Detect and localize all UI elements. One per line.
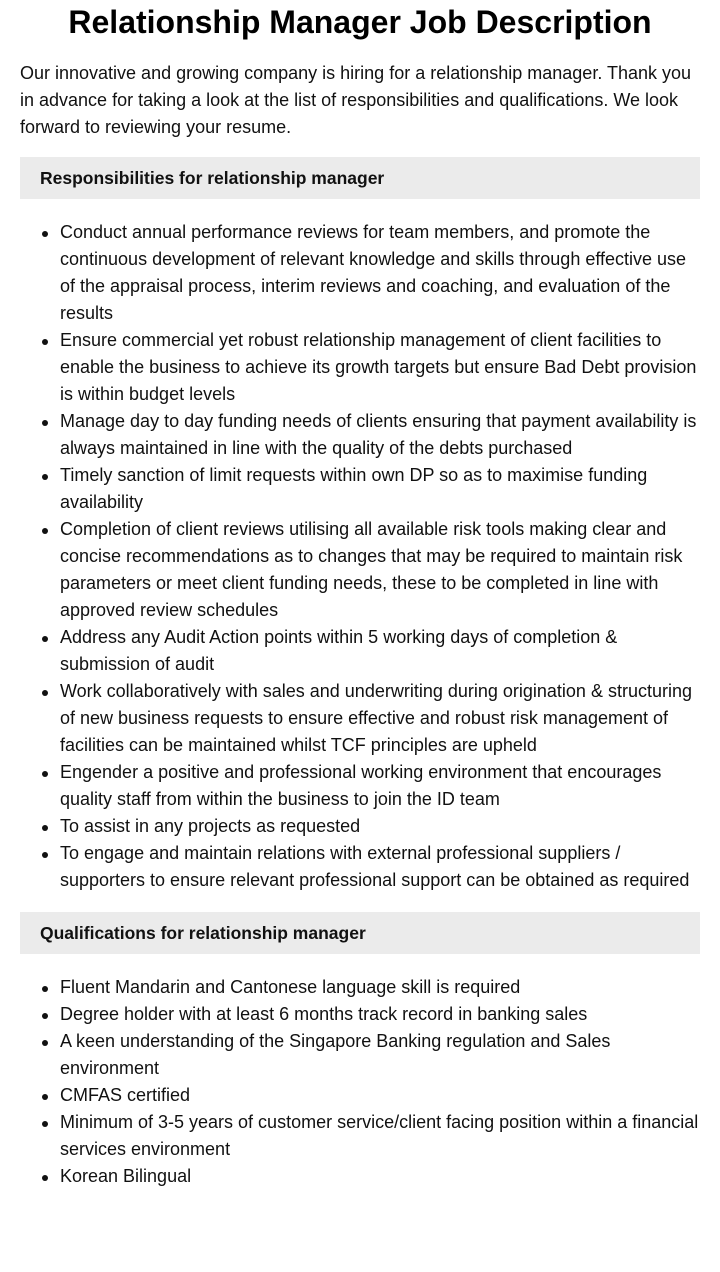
bullet-icon [42,852,48,858]
list-item-text: To assist in any projects as requested [60,816,361,836]
bullet-icon [42,1121,48,1127]
bullet-icon [42,420,48,426]
bullet-icon [42,1175,48,1181]
list-item-text: Korean Bilingual [60,1166,192,1186]
list-item-text: CMFAS certified [60,1085,191,1105]
list-item-text: Engender a positive and professional working environment that encourages quality staff from within the business to join the ID team [60,762,662,809]
bullet-icon [42,1094,48,1100]
list-item [60,327,700,408]
list-item-text: Degree holder with at least 6 months track record in banking sales [60,1004,588,1024]
list-item-text: Timely sanction of limit requests within own DP so as to maximise funding availability [60,465,648,512]
bullet-icon [42,986,48,992]
qualifications-list [20,974,700,1190]
bullet-icon [42,339,48,345]
qualifications-heading-text: Qualifications for relationship manager [40,922,366,943]
list-item-text: Address any Audit Action points within 5 working days of completion & submission of audit [60,627,618,674]
bullet-icon [42,825,48,831]
responsibilities-heading [20,157,700,199]
responsibilities-list [20,219,700,894]
list-item [60,974,700,1001]
list-item-text: Work collaboratively with sales and underwriting during origination & structuring of new business requests to ensure effective and robust risk management of facilities can be maintained whilst TCF principles are upheld [60,681,692,755]
qualifications-heading [20,912,700,954]
list-item-text: Completion of client reviews utilising all available risk tools making clear and concise recommendations as to changes that may be required to maintain risk parameters or meet client funding needs, these to be completed in line with approved review schedules [60,519,683,620]
list-item [60,1082,700,1109]
bullet-icon [42,636,48,642]
bullet-icon [42,1013,48,1019]
bullet-icon [42,474,48,480]
page-title: Relationship Manager Job Description [68,4,652,40]
list-item [60,1109,700,1163]
bullet-icon [42,690,48,696]
list-item [60,678,700,759]
list-item-text: Ensure commercial yet robust relationship management of client facilities to enable the business to achieve its growth targets but ensure Bad Debt provision is within budget levels [60,330,697,404]
list-item-text: Manage day to day funding needs of clients ensuring that payment availability is always maintained in line with the quality of the debts purchased [60,411,697,458]
list-item-text: A keen understanding of the Singapore Banking regulation and Sales environment [60,1031,611,1078]
bullet-icon [42,528,48,534]
list-item-text: Minimum of 3-5 years of customer service/client facing position within a financial services environment [60,1112,699,1159]
bullet-icon [42,771,48,777]
list-item-text: Conduct annual performance reviews for team members, and promote the continuous development of relevant knowledge and skills through effective use of the appraisal process, interim reviews and coaching, and evaluation of the results [60,222,687,323]
list-item-text: Fluent Mandarin and Cantonese language skill is required [60,977,521,997]
list-item [60,624,700,678]
list-item [60,840,700,894]
list-item-text: To engage and maintain relations with external professional suppliers / supporters to ensure relevant professional support can be obtained as required [60,843,690,890]
list-item [60,813,700,840]
list-item [60,219,700,327]
intro-paragraph: Our innovative and growing company is hiring for a relationship manager. Thank you in advance for taking a look at the list of responsibilities and qualifications. We look forward to reviewing your resume. [20,63,692,137]
list-item [60,408,700,462]
list-item [60,1001,700,1028]
list-item [60,759,700,813]
bullet-icon [42,1040,48,1046]
list-item [60,516,700,624]
bullet-icon [42,231,48,237]
list-item [60,1028,700,1082]
list-item [60,1163,700,1190]
list-item [60,462,700,516]
responsibilities-heading-text: Responsibilities for relationship manager [40,167,385,188]
